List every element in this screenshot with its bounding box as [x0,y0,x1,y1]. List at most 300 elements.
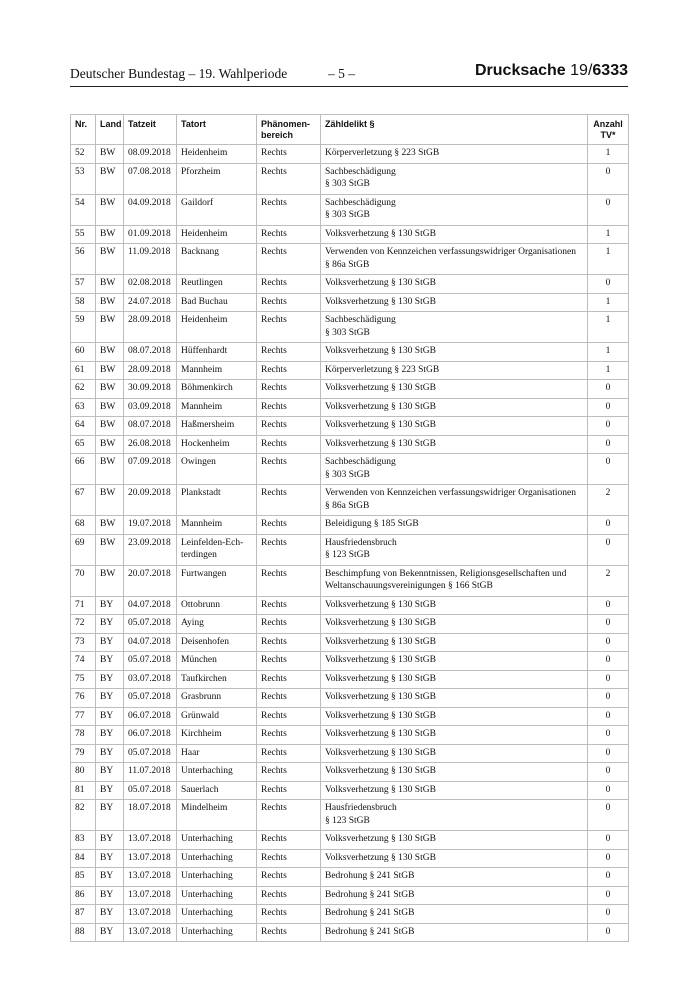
offense-line: Volksverhetzung § 130 StGB [325,636,436,647]
cell-nr: 53 [71,163,96,194]
cell-zaehldelikt [321,849,588,868]
offense-line: Volksverhetzung § 130 StGB [325,834,436,844]
cell-anzahl: 2 [588,485,629,516]
cell-tatort [177,485,257,516]
offense-line: Volksverhetzung § 130 StGB [325,278,436,288]
cell-phaenomenbereich: Rechts [257,145,321,164]
cell-land: BY [96,744,124,763]
cell-tatzeit: 05.07.2018 [124,689,177,708]
table-row [71,670,629,689]
table-row [71,652,629,671]
cell-tatzeit: 08.07.2018 [124,343,177,362]
cell-zaehldelikt [321,565,588,596]
cell-land: BY [96,689,124,708]
cell-phaenomenbereich: Rechts [257,361,321,380]
cell-zaehldelikt [321,534,588,565]
cell-land: BW [96,194,124,225]
table-row [71,849,629,868]
cell-phaenomenbereich: Rechts [257,689,321,708]
offense-line: Volksverhetzung § 130 StGB [325,420,436,430]
cell-tatzeit: 13.07.2018 [124,831,177,850]
cell-tatzeit: 04.07.2018 [124,596,177,615]
cell-anzahl: 0 [588,905,629,924]
cell-tatort [177,744,257,763]
table-row [71,145,629,164]
cell-zaehldelikt [321,744,588,763]
table-row [71,744,629,763]
cell-tatort [177,312,257,343]
cell-zaehldelikt [321,312,588,343]
place-line: Taufkirchen [181,673,227,684]
cell-land: BW [96,343,124,362]
cell-zaehldelikt [321,361,588,380]
cell-phaenomenbereich: Rechts [257,596,321,615]
cell-phaenomenbereich: Rechts [257,454,321,485]
cell-nr: 86 [71,886,96,905]
cell-phaenomenbereich: Rechts [257,763,321,782]
cell-zaehldelikt [321,596,588,615]
offense-line: Weltanschauungsvereinigungen § 166 StGB [325,581,493,591]
cell-tatort [177,293,257,312]
place-line: Unterhaching [181,889,233,900]
place-line: Hockenheim [181,438,230,449]
cell-nr: 58 [71,293,96,312]
cell-nr: 56 [71,244,96,275]
offense-line: Volksverhetzung § 130 StGB [325,692,436,702]
cell-tatzeit: 19.07.2018 [124,516,177,535]
cell-nr: 87 [71,905,96,924]
place-line: Heidenheim [181,228,228,239]
cell-tatort [177,225,257,244]
cell-phaenomenbereich: Rechts [257,163,321,194]
cell-phaenomenbereich: Rechts [257,707,321,726]
place-line: Aying [181,618,204,628]
cell-tatort [177,763,257,782]
cell-land: BW [96,534,124,565]
place-line: Mindelheim [181,803,228,813]
column-header-nr: Nr. [71,115,96,145]
place-line: Furtwangen [181,568,227,579]
cell-zaehldelikt [321,726,588,745]
cell-zaehldelikt [321,435,588,454]
offense-line: Volksverhetzung § 130 StGB [325,710,436,721]
offense-line: Volksverhetzung § 130 StGB [325,655,436,665]
cell-tatzeit: 18.07.2018 [124,800,177,831]
cell-tatzeit: 02.08.2018 [124,275,177,294]
offense-line: Volksverhetzung § 130 StGB [325,346,436,356]
cell-land: BY [96,831,124,850]
cell-phaenomenbereich: Rechts [257,398,321,417]
offense-line: Sachbeschädigung [325,197,396,208]
cell-tatzeit: 11.09.2018 [124,244,177,275]
cell-nr: 52 [71,145,96,164]
cell-phaenomenbereich: Rechts [257,633,321,652]
cell-nr: 66 [71,454,96,485]
cell-phaenomenbereich: Rechts [257,615,321,634]
offense-line: Verwenden von Kennzeichen verfassungswidriger Organisationen [325,488,576,498]
cell-tatort [177,615,257,634]
table-row [71,707,629,726]
place-line: Deisenhofen [181,636,230,647]
place-line: Grasbrunn [181,692,222,702]
cell-nr: 60 [71,343,96,362]
cell-anzahl: 2 [588,565,629,596]
cell-anzahl: 0 [588,615,629,634]
cell-nr: 65 [71,435,96,454]
cell-land: BW [96,312,124,343]
table-row [71,923,629,942]
place-line: Mannheim [181,519,223,529]
place-line: Bad Buchau [181,296,228,307]
cell-anzahl: 0 [588,398,629,417]
cell-nr: 63 [71,398,96,417]
cell-phaenomenbereich: Rechts [257,831,321,850]
table-row [71,516,629,535]
cell-tatzeit: 13.07.2018 [124,905,177,924]
cell-tatzeit: 13.07.2018 [124,868,177,887]
table-row [71,380,629,399]
document-number-prefix: 19/ [570,62,593,79]
cell-tatzeit: 28.09.2018 [124,312,177,343]
cell-phaenomenbereich: Rechts [257,923,321,942]
cell-nr: 68 [71,516,96,535]
cell-zaehldelikt [321,886,588,905]
cell-tatort [177,781,257,800]
cell-tatzeit: 11.07.2018 [124,763,177,782]
offense-line: Volksverhetzung § 130 StGB [325,296,436,307]
document-number [475,62,628,80]
offense-line: Körperverletzung § 223 StGB [325,148,440,158]
cell-phaenomenbereich: Rechts [257,417,321,436]
cell-zaehldelikt [321,670,588,689]
cell-anzahl: 0 [588,596,629,615]
cell-phaenomenbereich: Rechts [257,726,321,745]
cell-land: BY [96,763,124,782]
cell-tatzeit: 05.07.2018 [124,781,177,800]
place-line: Unterhaching [181,766,233,776]
cell-nr: 61 [71,361,96,380]
table-row [71,417,629,436]
cell-land: BW [96,163,124,194]
place-line: Heidenheim [181,315,228,325]
place-line: Owingen [181,457,216,467]
offense-line: Volksverhetzung § 130 StGB [325,618,436,628]
cell-tatzeit: 06.07.2018 [124,726,177,745]
cell-tatort [177,868,257,887]
cell-land: BY [96,800,124,831]
cell-phaenomenbereich: Rechts [257,312,321,343]
column-header-anzahl-line1: Anzahl [593,119,623,129]
place-line: Unterhaching [181,834,233,844]
cell-anzahl: 0 [588,652,629,671]
cell-phaenomenbereich: Rechts [257,652,321,671]
parliament-title: Deutscher Bundestag – 19. Wahlperiode [70,66,288,81]
table-row [71,763,629,782]
cell-zaehldelikt [321,194,588,225]
cell-land: BW [96,565,124,596]
cell-tatzeit: 08.07.2018 [124,417,177,436]
offense-line: Volksverhetzung § 130 StGB [325,766,436,776]
cell-tatort [177,417,257,436]
header-rule [70,86,628,87]
table-row [71,726,629,745]
cell-phaenomenbereich: Rechts [257,244,321,275]
cell-land: BW [96,361,124,380]
cell-tatzeit: 06.07.2018 [124,707,177,726]
cell-zaehldelikt [321,633,588,652]
cell-anzahl: 1 [588,145,629,164]
column-header-tatort: Tatort [177,115,257,145]
cell-land: BW [96,244,124,275]
column-header-anzahl [588,115,629,145]
offense-line: Hausfriedensbruch [325,803,397,813]
column-header-phaenomen-line1: Phänomen- [261,119,311,129]
offense-line: Körperverletzung § 223 StGB [325,364,440,375]
offense-line: Volksverhetzung § 130 StGB [325,438,436,449]
cell-zaehldelikt [321,454,588,485]
offense-line: Volksverhetzung § 130 StGB [325,784,436,795]
cell-anzahl: 0 [588,781,629,800]
cell-anzahl: 1 [588,312,629,343]
offense-line: § 303 StGB [325,469,370,480]
offense-line: § 86a StGB [325,259,370,270]
cell-zaehldelikt [321,923,588,942]
cell-phaenomenbereich: Rechts [257,194,321,225]
cell-tatort [177,596,257,615]
place-line: Grünwald [181,710,219,721]
offense-line: Volksverhetzung § 130 StGB [325,401,436,412]
offense-line: § 303 StGB [325,179,370,189]
cell-zaehldelikt [321,485,588,516]
cell-tatzeit: 20.07.2018 [124,565,177,596]
cell-tatort [177,923,257,942]
cell-tatzeit: 01.09.2018 [124,225,177,244]
offense-line: § 303 StGB [325,210,370,220]
cell-phaenomenbereich: Rechts [257,343,321,362]
place-line: Pforzheim [181,166,221,177]
column-header-tatzeit: Tatzeit [124,115,177,145]
offense-line: Beschimpfung von Bekenntnissen, Religionsgesellschaften und [325,568,567,579]
table-row [71,275,629,294]
cell-phaenomenbereich: Rechts [257,485,321,516]
cell-tatzeit: 05.07.2018 [124,744,177,763]
cell-phaenomenbereich: Rechts [257,868,321,887]
table-row [71,343,629,362]
cell-zaehldelikt [321,275,588,294]
cell-nr: 59 [71,312,96,343]
cell-nr: 54 [71,194,96,225]
place-line: Gaildorf [181,197,214,208]
cell-tatort [177,707,257,726]
table-body [71,145,629,942]
cell-land: BY [96,596,124,615]
cell-tatort [177,194,257,225]
cell-nr: 80 [71,763,96,782]
cell-zaehldelikt [321,652,588,671]
cell-anzahl: 0 [588,849,629,868]
cell-land: BY [96,615,124,634]
offense-line: Sachbeschädigung [325,315,396,325]
cell-nr: 76 [71,689,96,708]
place-line: München [181,655,217,665]
cell-anzahl: 0 [588,194,629,225]
cell-anzahl: 0 [588,831,629,850]
column-header-phaenomenbereich [257,115,321,145]
cell-land: BW [96,435,124,454]
table-row [71,565,629,596]
cell-tatzeit: 26.08.2018 [124,435,177,454]
cell-zaehldelikt [321,244,588,275]
cell-tatort [177,831,257,850]
cell-land: BW [96,380,124,399]
cell-land: BW [96,516,124,535]
place-line: Heidenheim [181,148,228,158]
offense-line: Volksverhetzung § 130 StGB [325,852,436,863]
cell-tatzeit: 05.07.2018 [124,615,177,634]
cell-land: BY [96,886,124,905]
cell-zaehldelikt [321,516,588,535]
place-line: terdingen [181,550,217,560]
table-row [71,800,629,831]
cell-nr: 73 [71,633,96,652]
cell-anzahl: 1 [588,225,629,244]
table-row [71,868,629,887]
table-row [71,163,629,194]
cell-tatzeit: 07.08.2018 [124,163,177,194]
cell-anzahl: 0 [588,435,629,454]
column-header-land: Land [96,115,124,145]
place-line: Unterhaching [181,852,233,863]
cell-zaehldelikt [321,343,588,362]
cell-nr: 71 [71,596,96,615]
cell-land: BW [96,145,124,164]
cell-nr: 83 [71,831,96,850]
table-row [71,312,629,343]
place-line: Böhmenkirch [181,383,233,393]
table-header-row [71,115,629,145]
offense-line: Volksverhetzung § 130 StGB [325,673,436,684]
cell-tatzeit: 07.09.2018 [124,454,177,485]
offense-line: Volksverhetzung § 130 StGB [325,228,436,239]
table-row [71,485,629,516]
cell-land: BY [96,652,124,671]
cell-nr: 82 [71,800,96,831]
table-row [71,905,629,924]
cell-nr: 85 [71,868,96,887]
cell-zaehldelikt [321,800,588,831]
table-row [71,454,629,485]
cell-phaenomenbereich: Rechts [257,744,321,763]
place-line: Kirchheim [181,729,222,739]
cell-nr: 69 [71,534,96,565]
cell-land: BW [96,454,124,485]
cell-anzahl: 0 [588,800,629,831]
cell-nr: 74 [71,652,96,671]
cell-nr: 88 [71,923,96,942]
cell-land: BY [96,868,124,887]
cell-anzahl: 0 [588,163,629,194]
offense-line: Volksverhetzung § 130 StGB [325,729,436,739]
table-row [71,781,629,800]
cell-anzahl: 0 [588,417,629,436]
page-number: – 5 – [328,66,355,81]
cell-nr: 72 [71,615,96,634]
cell-nr: 64 [71,417,96,436]
cell-nr: 55 [71,225,96,244]
cell-land: BW [96,293,124,312]
place-line: Sauerlach [181,784,219,795]
cell-phaenomenbereich: Rechts [257,800,321,831]
cell-zaehldelikt [321,398,588,417]
offense-line: § 303 StGB [325,327,370,338]
cell-tatort [177,145,257,164]
place-line: Unterhaching [181,926,233,937]
cell-nr: 67 [71,485,96,516]
cell-land: BW [96,275,124,294]
cell-tatort [177,726,257,745]
table-row [71,534,629,565]
column-header-anzahl-line2: TV* [600,130,616,140]
cell-anzahl: 0 [588,516,629,535]
offense-line: Sachbeschädigung [325,166,396,177]
cell-tatort [177,163,257,194]
cell-phaenomenbereich: Rechts [257,225,321,244]
place-line: Backnang [181,247,219,257]
table-row [71,225,629,244]
offense-line: Hausfriedensbruch [325,537,397,548]
offense-line: Bedrohung § 241 StGB [325,889,415,900]
cell-tatort [177,633,257,652]
cell-anzahl: 0 [588,707,629,726]
table-row [71,615,629,634]
cell-tatzeit: 13.07.2018 [124,849,177,868]
cell-land: BW [96,417,124,436]
cell-tatort [177,652,257,671]
cell-anzahl: 0 [588,454,629,485]
cell-tatort [177,343,257,362]
cell-tatort [177,454,257,485]
offense-line: Beleidigung § 185 StGB [325,519,419,529]
cell-tatzeit: 03.09.2018 [124,398,177,417]
cell-zaehldelikt [321,145,588,164]
cell-zaehldelikt [321,380,588,399]
place-line: Mannheim [181,401,223,412]
cell-tatzeit: 04.07.2018 [124,633,177,652]
cell-tatort [177,435,257,454]
cell-anzahl: 0 [588,534,629,565]
cell-tatzeit: 30.09.2018 [124,380,177,399]
column-header-zaehldelikt: Zähldelikt § [321,115,588,145]
cell-phaenomenbereich: Rechts [257,435,321,454]
cell-phaenomenbereich: Rechts [257,781,321,800]
cell-phaenomenbereich: Rechts [257,905,321,924]
cell-tatzeit: 23.09.2018 [124,534,177,565]
cell-phaenomenbereich: Rechts [257,565,321,596]
document-number-label: Drucksache [474,62,566,79]
cell-tatzeit: 20.09.2018 [124,485,177,516]
cell-zaehldelikt [321,905,588,924]
cell-anzahl: 1 [588,244,629,275]
offense-table [70,114,629,942]
cell-tatort [177,534,257,565]
place-line: Reutlingen [181,278,223,288]
table-row [71,194,629,225]
place-line: Plankstadt [181,488,221,498]
cell-tatzeit: 03.07.2018 [124,670,177,689]
cell-nr: 70 [71,565,96,596]
table-row [71,293,629,312]
cell-anzahl: 0 [588,633,629,652]
